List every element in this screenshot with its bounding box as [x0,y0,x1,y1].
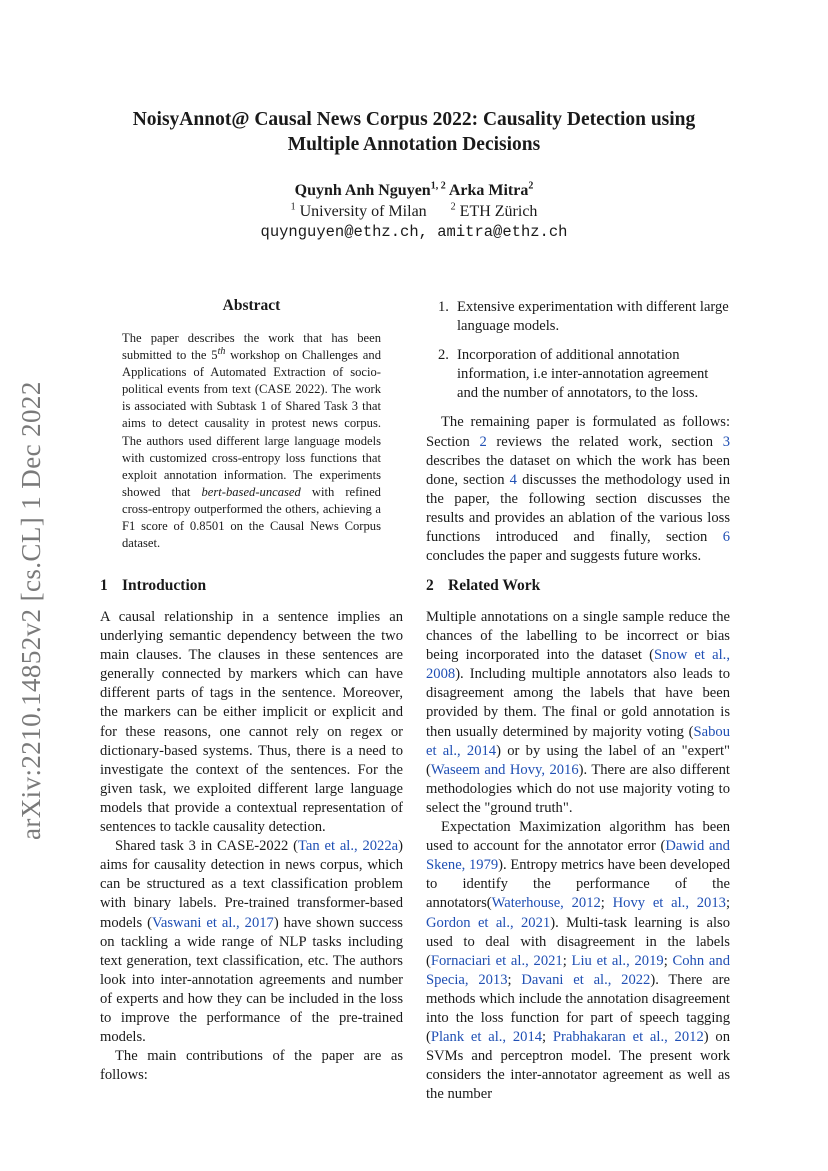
author-emails: quynguyen@ethz.ch, amitra@ethz.ch [260,223,568,241]
intro-p2-text-b: ) aims for causality detection in news corpus, which can be structured as a text classification problem with binary labels. Pre-trained transformer-based models ( [100,838,404,931]
affil-2-marker: 2 [450,201,456,213]
related-p1-text-d: ). There are also different methodologies which do not use majority voting to select the "ground truth". [426,761,730,816]
related-p2-text-c: ). Multi-task learning is also used to deal with disagreement in the labels ( [426,914,730,969]
author-1: Quynh Anh Nguyen [294,182,431,199]
abstract-body [122,330,381,552]
outline-text-a: The remaining paper is formulated as follows: Section [426,414,730,450]
intro-paragraph-1: A causal relationship in a sentence implies an underlying semantic dependency between the two main clauses. The clauses in these sentences are generally connected by markers which can have different parts of tags in the sentence. Moreover, the markers can be either implicit or explicit and for these reasons, one cannot rely on regex or dictionary-based systems. Thus, there is a need to investigate the context of the sentences. For the given task, we exploited different large language models that provide a contextual representation of sentences to tackle causality detection. [100,609,403,836]
citation-hovy-2013[interactable]: Hovy et al., 2013 [612,895,726,912]
citation-plank-2014[interactable]: Plank et al., 2014 [430,1029,543,1046]
intro-section-title: Introduction [122,577,207,594]
related-p2-text-b: ). Entropy metrics have been developed to identify the performance of the annotators( [426,857,731,912]
citation-tan-2022a[interactable]: Tan et al., 2022a [297,838,399,855]
related-p2-text-d: ). There are methods which include the annotation disagreement into the loss function for part of speech tagging ( [426,971,730,1046]
related-section-title: Related Work [448,577,541,594]
abstract-heading: Abstract [222,297,281,314]
title-line-2: Multiple Annotation Decisions [287,134,541,155]
citation-gordon-2021[interactable]: Gordon et al., 2021 [426,914,551,931]
abstract-model-name: bert-based-uncased [201,484,301,499]
related-work-heading [426,577,540,595]
abstract-superscript: th [217,345,226,357]
paper-outline-paragraph [426,413,730,566]
author-1-affil: 1, 2 [430,180,446,192]
citation-liu-2019[interactable]: Liu et al., 2019 [571,952,664,969]
citation-waterhouse-2012[interactable]: Waterhouse, 2012 [491,895,601,912]
affil-1-marker: 1 [290,201,296,213]
citation-separator: ; [725,895,730,912]
citation-cohn-2013[interactable]: Cohn and Specia, 2013 [426,952,730,988]
citation-separator: ; [562,952,572,969]
intro-body [100,608,403,1085]
abstract-text-3: with refined cross-entropy outperformed the others, achieving a F1 score of 0.8501 on the Causal News Corpus dataset. [122,484,381,551]
intro-heading [100,577,206,595]
citation-separator: ; [507,971,522,988]
ref-section-3[interactable]: 3 [722,433,730,450]
related-p1-text-b: ). Including multiple annotators also leads to disagreement among the labels that have been provided by them. The final or gold annotation is then usually determined by majority voting ( [426,666,730,740]
arxiv-identifier: arXiv:2210.14852v2 [cs.CL] 1 Dec 2022 [16,381,46,840]
paper-title [80,107,748,157]
outline-text-d: discusses the methodology used in the paper, the following section discusses the results and provides an ablation of the various loss functions introduced and finally, section [426,471,731,546]
contribution-number: 2. [438,347,449,364]
abstract-paragraph [122,330,381,552]
contribution-item [426,298,730,336]
contributions-list [426,298,730,403]
citation-separator: ; [542,1029,553,1046]
intro-section-number: 1 [100,577,108,594]
ref-section-2[interactable]: 2 [479,433,487,450]
citation-separator: ; [663,952,673,969]
author-block [80,180,748,243]
intro-paragraph-3: The main contributions of the paper are as follows: [100,1048,403,1084]
affil-1: University of Milan [299,203,427,220]
citation-snow-2008[interactable]: Snow et al., 2008 [426,647,730,683]
related-p2-text-e: ) on SVMs and perceptron model. The present work considers the inter-annotator agreement as well as the number [426,1029,730,1103]
citation-sabou-2014[interactable]: Sabou et al., 2014 [426,723,730,759]
contribution-number: 1. [438,299,449,315]
title-line-1: NoisyAnnot@ Causal News Corpus 2022: Causality Detection using [132,109,696,130]
related-work-body [426,608,730,1104]
author-2-affil: 2 [528,180,534,192]
contributions-and-outline [426,298,730,566]
abstract-text-1: The paper describes the work that has been submitted to the 5 [122,331,381,363]
contribution-item [426,346,730,403]
outline-text-c: describes the dataset on which the work has been done, section [426,452,730,488]
related-paragraph-2 [426,818,730,1104]
contribution-text: Extensive experimentation with different large language models. [457,299,729,335]
citation-dawid-1979[interactable]: Dawid and Skene, 1979 [426,838,730,874]
related-p2-text-a: Expectation Maximization algorithm has been used to account for the annotator error ( [426,819,730,855]
contribution-text: Incorporation of additional annotation information, i.e inter-annotation agreement and the number of annotators, to the loss. [457,347,709,402]
related-p1-text-c: ) or by using the label of an "expert" ( [426,742,730,778]
intro-p2-text-a: Shared task 3 in CASE-2022 ( [115,838,298,855]
affil-2: ETH Zürich [459,203,538,220]
citation-fornaciari-2021[interactable]: Fornaciari et al., 2021 [430,952,563,969]
author-names [80,180,748,201]
affiliations [80,201,748,222]
author-2: Arka Mitra [448,182,529,199]
ref-section-6[interactable]: 6 [722,529,730,546]
citation-davani-2022[interactable]: Davani et al., 2022 [521,971,651,988]
abstract-text-2: workshop on Challenges and Applications of Automated Extraction of socio-political events from text (CASE 2022). The work is associated with Subtask 1 of Shared Task 3 that aims to detect causality in protest news corpus. The authors used different large language models with customized cross-entropy loss functions that exploit annotation information. The experiments showed that [122,348,381,499]
ref-section-4[interactable]: 4 [509,471,517,488]
citation-prabhakaran-2012[interactable]: Prabhakaran et al., 2012 [552,1029,704,1046]
related-section-number: 2 [426,577,434,594]
citation-separator: ; [600,895,613,912]
citation-waseem-2016[interactable]: Waseem and Hovy, 2016 [430,761,579,778]
outline-text-e: concludes the paper and suggests future works. [426,548,702,565]
citation-vaswani-2017[interactable]: Vaswani et al., 2017 [151,914,274,931]
intro-p2-text-c: ) have shown success on tackling a wide range of NLP tasks including text generation, text classification, etc. The authors look into inter-annotation agreements and number of experts and how they can be included in the loss to improve the performance of the pre-trained models. [100,914,403,1046]
intro-paragraph-2 [100,837,403,1047]
outline-text-b: reviews the related work, section [486,433,723,450]
related-paragraph-1 [426,608,730,818]
related-p1-text-a: Multiple annotations on a single sample reduce the chances of the labelling to be incorrect or bias being incorporated into the dataset ( [426,609,730,664]
